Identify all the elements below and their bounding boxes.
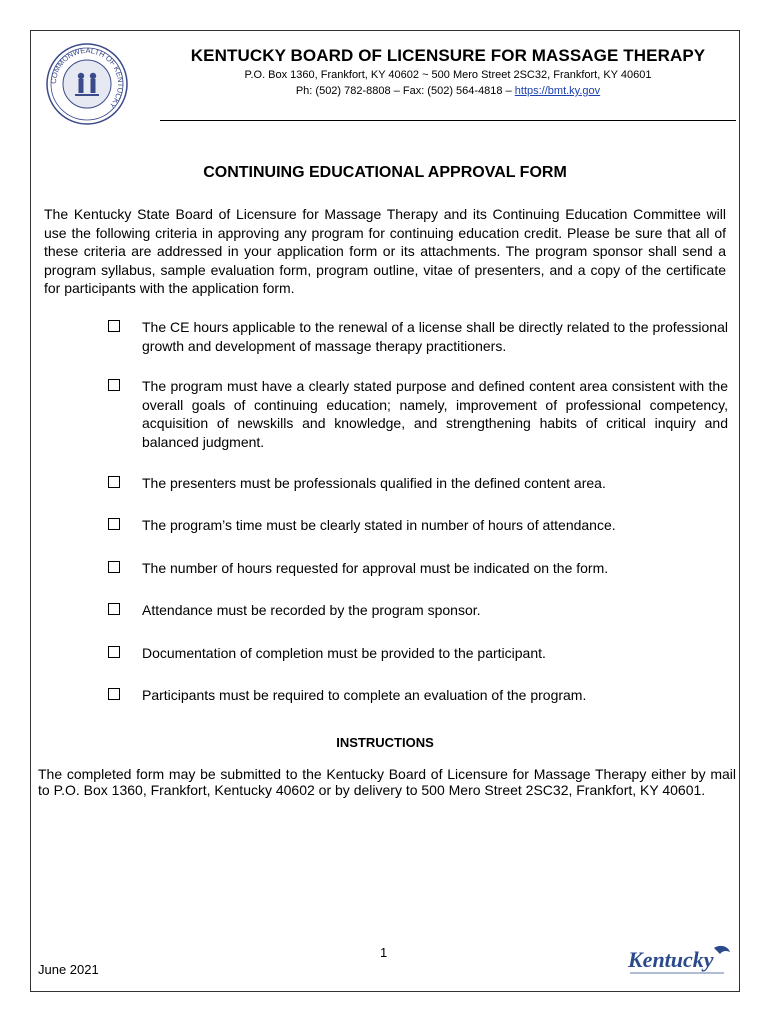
letterhead [158,46,738,98]
criterion-text: Participants must be required to complete an evaluation of the program. [142,687,587,703]
criterion-item [108,377,728,451]
criterion-checkbox[interactable] [108,688,120,700]
criterion-checkbox[interactable] [108,476,120,488]
criterion-item [108,474,728,493]
criterion-item [108,516,728,535]
criterion-checkbox[interactable] [108,646,120,658]
criterion-text: Attendance must be recorded by the program sponsor. [142,602,481,618]
criterion-checkbox[interactable] [108,561,120,573]
criterion-text: The CE hours applicable to the renewal of a license shall be directly related to the professional growth and development of massage therapy practitioners. [142,319,728,354]
page-number: 1 [380,945,388,960]
website-link[interactable]: https://bmt.ky.gov [514,85,601,97]
board-address: P.O. Box 1360, Frankfort, KY 40602 ~ 500 Mero Street 2SC32, Frankfort, KY 40601 [244,69,652,81]
instructions-text: The completed form may be submitted to the Kentucky Board of Licensure for Massage Therapy either by mail to P.O. Box 1360, Frankfort, Kentucky 40602 or by delivery to 500 Mero Street 2SC32, Frankfort, KY 40601. [38,766,736,798]
kentucky-logo-icon [624,940,734,980]
criterion-text: The program must have a clearly stated purpose and defined content area consistent with the overall goals of continuing education; namely, improvement of professional competency, acquisition of newskills and knowledge, and strengthening habits of critical inquiry and balanced judgment. [142,378,728,450]
criterion-text: The presenters must be professionals qualified in the defined content area. [142,475,606,491]
form-title: CONTINUING EDUCATIONAL APPROVAL FORM [203,164,567,181]
svg-text:Kentucky: Kentucky [628,947,714,972]
svg-text:COMMONWEALTH OF KENTUCKY: COMMONWEALTH OF KENTUCKY [48,45,126,111]
criterion-checkbox[interactable] [108,518,120,530]
board-contact [158,84,738,98]
criterion-checkbox[interactable] [108,320,120,332]
criterion-item [108,559,728,578]
criterion-item [108,318,728,355]
revision-date: June 2021 [38,962,99,977]
kentucky-seal-icon [45,42,129,126]
board-name: KENTUCKY BOARD OF LICENSURE FOR MASSAGE THERAPY [190,46,706,65]
criterion-text: Documentation of completion must be provided to the participant. [142,645,546,661]
criterion-checkbox[interactable] [108,379,120,391]
criterion-item [108,601,728,620]
instructions-heading: INSTRUCTIONS [336,735,434,750]
criterion-item [108,686,728,705]
phone-fax: Ph: (502) 782-8808 – Fax: (502) 564-4818 – [295,85,515,97]
intro-paragraph: The Kentucky State Board of Licensure for Massage Therapy and its Continuing Education Committee will use the following criteria in approving any program for continuing education credit. Please be sure that all of these criteria are addressed in your application form or its attachments. The program sponsor shall send a program syllabus, sample evaluation form, program outline, vitae of presenters, and a copy of the certificate for participants with the application form. [44,206,726,296]
criterion-text: The number of hours requested for approval must be indicated on the form. [142,560,609,576]
criterion-text: The program’s time must be clearly stated in number of hours of attendance. [142,517,616,533]
header-divider [160,120,736,121]
criterion-checkbox[interactable] [108,603,120,615]
criterion-item [108,644,728,663]
